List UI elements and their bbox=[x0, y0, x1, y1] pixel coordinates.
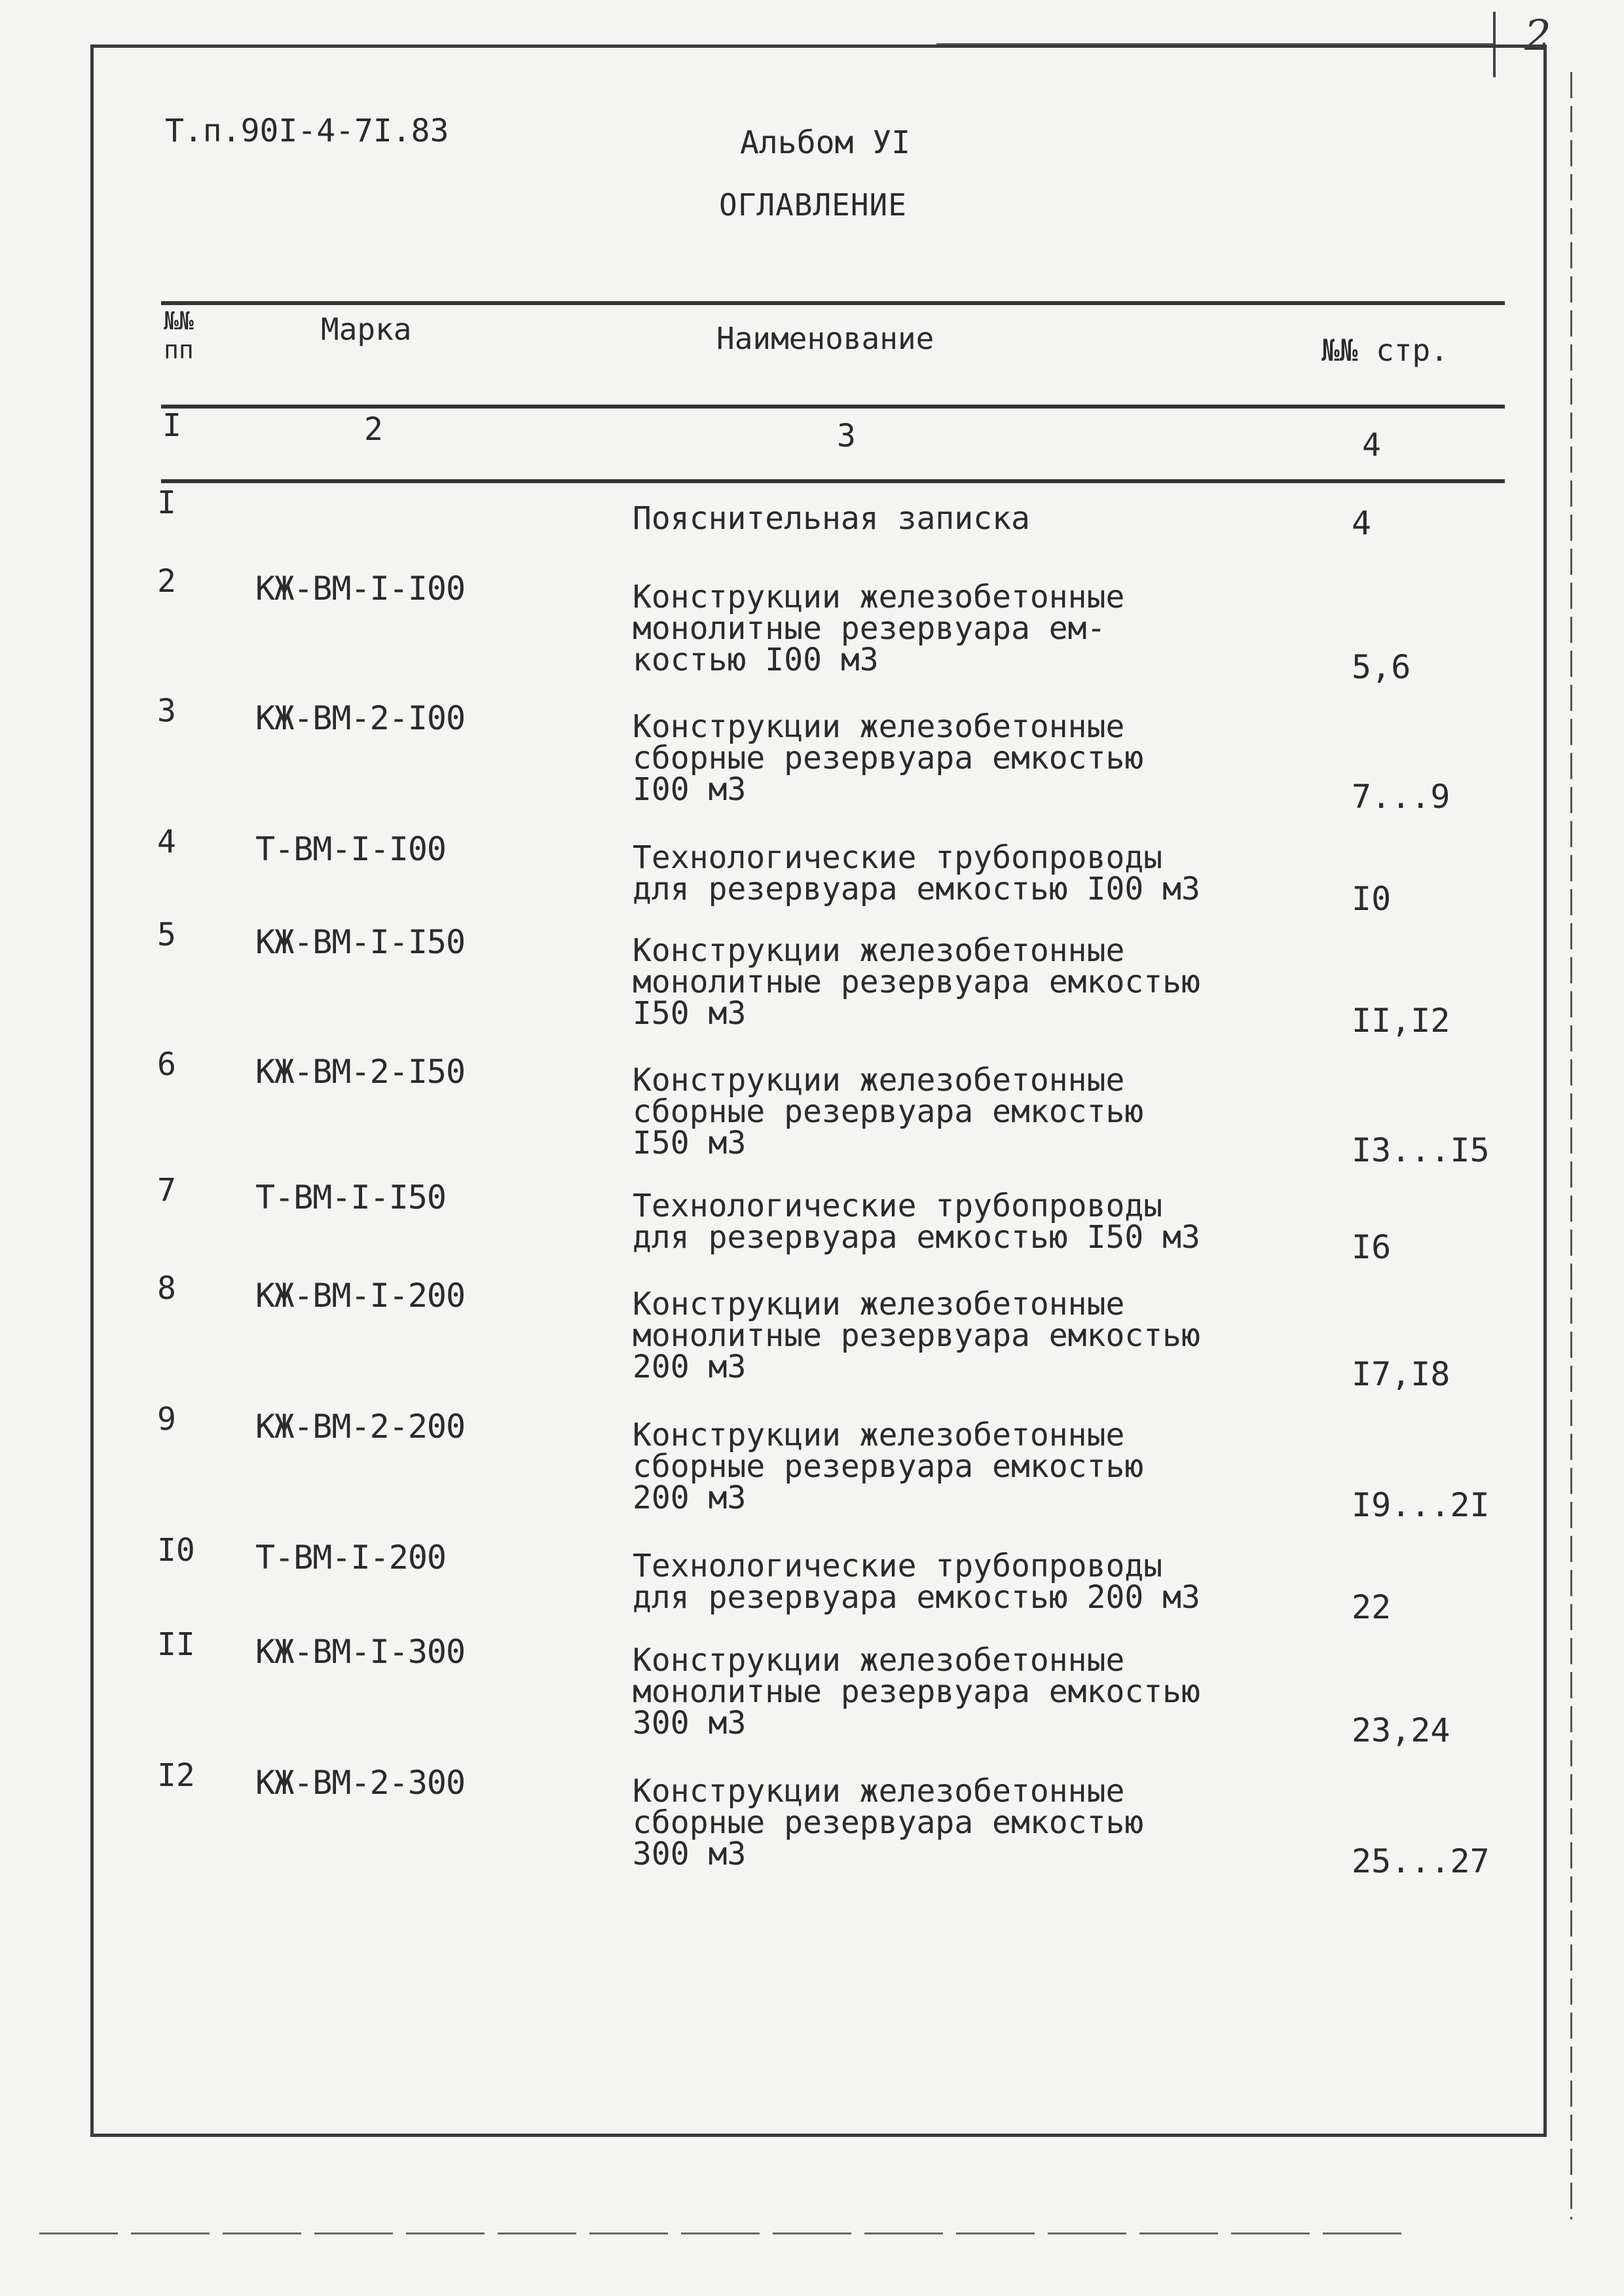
album-title: Альбом УI bbox=[740, 124, 911, 161]
column-index-4: 4 bbox=[1362, 427, 1381, 464]
row-number: 3 bbox=[157, 693, 176, 729]
row-name-line: Конструкции железобетонные bbox=[633, 579, 1125, 615]
row-mark: КЖ-ВМ-2-300 bbox=[255, 1764, 466, 1802]
row-pages: I3...I5 bbox=[1352, 1131, 1490, 1169]
row-mark: КЖ-ВМ-I-I50 bbox=[255, 923, 466, 961]
header-number-line-2: пп bbox=[164, 335, 194, 364]
row-number: 7 bbox=[157, 1172, 176, 1209]
row-pages: I9...2I bbox=[1352, 1486, 1490, 1524]
row-name-line: I50 м3 bbox=[633, 995, 747, 1032]
row-mark: Т-ВМ-I-I00 bbox=[255, 830, 447, 868]
row-name-line: Конструкции железобетонные bbox=[633, 1773, 1125, 1810]
column-index-2: 2 bbox=[364, 411, 383, 448]
row-pages: 7...9 bbox=[1352, 778, 1450, 816]
table-row bbox=[0, 917, 1624, 1041]
row-mark: КЖ-ВМ-I-I00 bbox=[255, 570, 466, 608]
header-pages: №№ стр. bbox=[1321, 333, 1449, 368]
row-number: I2 bbox=[157, 1757, 195, 1794]
row-name-line: 300 м3 bbox=[633, 1705, 747, 1741]
row-number: 6 bbox=[157, 1046, 176, 1083]
row-name bbox=[633, 1062, 1255, 1161]
table-header-rule bbox=[161, 405, 1505, 409]
row-number: 2 bbox=[157, 563, 176, 600]
row-name-line: Конструкции железобетонные bbox=[633, 1286, 1125, 1322]
row-pages: 22 bbox=[1352, 1588, 1392, 1626]
row-name-line: для резервуара емкостью I50 м3 bbox=[633, 1219, 1200, 1256]
table-row bbox=[0, 1270, 1624, 1394]
row-number: 9 bbox=[157, 1401, 176, 1438]
row-name bbox=[633, 1188, 1255, 1256]
row-pages: 23,24 bbox=[1352, 1711, 1450, 1749]
row-name-line: 200 м3 bbox=[633, 1349, 747, 1385]
row-name bbox=[633, 581, 1255, 676]
row-name bbox=[633, 932, 1255, 1032]
table-row bbox=[0, 1626, 1624, 1751]
row-mark: КЖ-ВМ-I-300 bbox=[255, 1633, 466, 1671]
row-name-line: монолитные резервуара емкостью bbox=[633, 1673, 1200, 1710]
row-name-line: Технологические трубопроводы bbox=[633, 1188, 1163, 1224]
row-name-line: монолитные резервуара емкостью bbox=[633, 1317, 1200, 1354]
header-name: Наименование bbox=[716, 321, 934, 356]
table-row bbox=[0, 693, 1624, 817]
row-name-line: сборные резервуара емкостью bbox=[633, 740, 1144, 776]
bottom-margin-line bbox=[39, 2232, 1414, 2234]
column-index-3: 3 bbox=[837, 418, 856, 454]
row-number: 4 bbox=[157, 824, 176, 860]
row-number: 5 bbox=[157, 917, 176, 953]
row-name-line: Конструкции железобетонные bbox=[633, 1417, 1125, 1453]
row-mark: КЖ-ВМ-2-I50 bbox=[255, 1053, 466, 1091]
row-name-line: костью I00 м3 bbox=[633, 642, 879, 678]
row-name bbox=[633, 500, 1255, 537]
row-name-line: сборные резервуара емкостью bbox=[633, 1093, 1144, 1130]
row-name-line: I50 м3 bbox=[633, 1125, 747, 1161]
row-pages: I7,I8 bbox=[1352, 1355, 1450, 1393]
row-name-line: для резервуара емкостью I00 м3 bbox=[633, 871, 1200, 907]
row-name-line: I00 м3 bbox=[633, 771, 747, 808]
row-name-line: Конструкции железобетонные bbox=[633, 932, 1125, 969]
row-number: I bbox=[157, 484, 176, 521]
row-mark: КЖ-ВМ-I-200 bbox=[255, 1277, 466, 1315]
row-mark: КЖ-ВМ-2-200 bbox=[255, 1408, 466, 1446]
row-pages: I6 bbox=[1352, 1228, 1392, 1266]
row-name-line: Конструкции железобетонные bbox=[633, 1642, 1125, 1679]
row-mark: КЖ-ВМ-2-I00 bbox=[255, 699, 466, 737]
row-name-line: монолитные резервуара ем- bbox=[633, 610, 1106, 647]
row-name-line: монолитные резервуара емкостью bbox=[633, 964, 1200, 1000]
row-pages: 5,6 bbox=[1352, 648, 1411, 686]
row-name-line: Технологические трубопроводы bbox=[633, 1548, 1163, 1584]
row-name-line: Пояснительная записка bbox=[633, 500, 1030, 537]
row-name-line: сборные резервуара емкостью bbox=[633, 1804, 1144, 1841]
table-row bbox=[0, 1757, 1624, 1882]
row-pages: 4 bbox=[1352, 504, 1372, 542]
page-title: ОГЛАВЛЕНИЕ bbox=[719, 187, 907, 223]
row-name bbox=[633, 1419, 1255, 1514]
row-number: II bbox=[157, 1626, 195, 1663]
row-mark: Т-ВМ-I-I50 bbox=[255, 1178, 447, 1216]
table-top-rule bbox=[161, 301, 1505, 305]
page-number: 2 bbox=[1524, 12, 1551, 60]
row-pages: II,I2 bbox=[1352, 1002, 1450, 1040]
table-index-rule bbox=[161, 479, 1505, 483]
table-row bbox=[0, 1401, 1624, 1525]
row-number: I0 bbox=[157, 1532, 195, 1569]
row-pages: I0 bbox=[1352, 880, 1392, 918]
column-index-1: I bbox=[162, 407, 181, 444]
row-name-line: 200 м3 bbox=[633, 1480, 747, 1516]
row-mark: Т-ВМ-I-200 bbox=[255, 1539, 447, 1576]
row-name bbox=[633, 1642, 1255, 1741]
document-code: Т.п.90I-4-7I.83 bbox=[165, 113, 449, 149]
row-pages: 25...27 bbox=[1352, 1842, 1490, 1880]
row-name bbox=[633, 1288, 1255, 1383]
row-name bbox=[633, 839, 1255, 907]
header-number bbox=[164, 306, 194, 364]
row-name-line: для резервуара емкостью 200 м3 bbox=[633, 1579, 1200, 1616]
header-mark: Марка bbox=[321, 312, 412, 347]
row-number: 8 bbox=[157, 1270, 176, 1307]
row-name bbox=[633, 1548, 1255, 1616]
table-row bbox=[0, 563, 1624, 687]
row-name-line: сборные резервуара емкостью bbox=[633, 1448, 1144, 1485]
table-row bbox=[0, 1046, 1624, 1171]
row-name bbox=[633, 708, 1255, 808]
row-name-line: Конструкции железобетонные bbox=[633, 708, 1125, 745]
row-name bbox=[633, 1773, 1255, 1872]
row-name-line: Технологические трубопроводы bbox=[633, 839, 1163, 876]
row-name-line: 300 м3 bbox=[633, 1836, 747, 1872]
header-number-line-1: №№ bbox=[164, 306, 194, 335]
row-name-line: Конструкции железобетонные bbox=[633, 1062, 1125, 1099]
